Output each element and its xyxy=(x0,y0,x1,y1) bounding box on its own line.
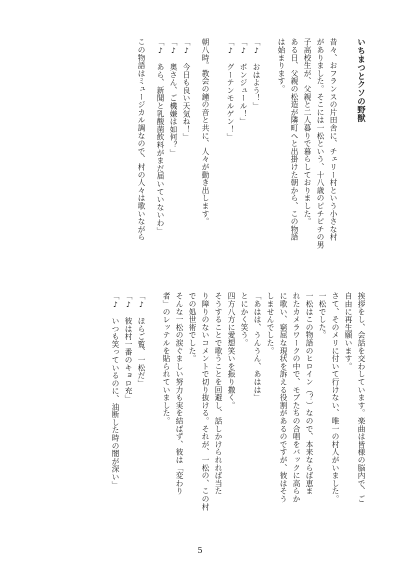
text-line: 四方八方に愛想笑いを振り撒く。 xyxy=(227,292,236,409)
text-line: しませんでした。 xyxy=(266,292,275,355)
text-line: この物語はミュージカル調なので、村の人々は歌いながら xyxy=(137,38,146,241)
dialogue-line: 「♪ ボンジュール！」 xyxy=(239,38,248,126)
spacer xyxy=(148,292,160,518)
text-line: ある日、父親の松造が隣町へと出掛けた朝から、この物語 xyxy=(290,38,299,241)
text-line: がありました。そこには一松という、十八歳のピチピチの男 xyxy=(316,38,325,249)
spacer xyxy=(263,38,275,270)
dialogue-line: 「♪ おはよう！」 xyxy=(252,38,261,110)
text-line: そんな一松の涙ぐましい努力も実を結ばず、彼は「変わり xyxy=(175,292,184,495)
text-line: 朝八時。教会の鐘の音と共に、人々が動き出します。 xyxy=(201,38,210,226)
text-line: 自由に再生願います。 xyxy=(344,292,353,370)
text-line: 者」のレッテルを貼られていました。 xyxy=(162,292,171,425)
dialogue-line: 「あはは、うんうん、あはは」 xyxy=(253,292,262,402)
text-line: 一松でした。 xyxy=(318,292,327,339)
story-title: いちまつとクソの野獣 xyxy=(357,38,367,122)
dialogue-line: 「♪ 奥さん、ご機嫌は如何？」 xyxy=(169,38,178,157)
text-line: 子高校生が、父親と二人暮りで暮らしておりました。 xyxy=(303,38,312,226)
spacer xyxy=(340,38,352,270)
text-line: 挨拶をし、会話を交わしています。楽曲は皆様の脳内で、ご xyxy=(357,292,366,503)
text-line: とにかく笑う。 xyxy=(240,292,249,347)
dialogue-line: 「♪ 彼は村一番のキョロ充」 xyxy=(124,292,133,403)
text-line: に歌い、窮屈な現状を訴える役割があるのですが、彼はそう xyxy=(279,292,288,503)
lower-text-block xyxy=(36,292,368,518)
text-line: 昔々、おフランスの片田舎に、チェリー村という小さな村 xyxy=(329,38,338,241)
text-line: り障りのないコメントで切り抜ける。それが、一松の、この村 xyxy=(201,292,210,511)
upper-text-block xyxy=(36,38,368,270)
text-line: れたカメラワークの中で、モブたちの合唱をバックに高らか xyxy=(292,292,301,503)
dialogue-line: 「♪ いつも笑っているのに、油断した時の闇が深い」 xyxy=(111,292,120,489)
text-line: さて、そのメリに付いて行けない、唯一の村人がいました。 xyxy=(331,292,340,503)
page-number: 5 xyxy=(197,546,203,555)
dialogue-line: 「♪ 今日も良い天気ね！」 xyxy=(182,38,191,141)
text-line: は始まります。 xyxy=(277,38,286,93)
text-line: そうすることで歌うことを回避し、話しかけられれば当た xyxy=(214,292,223,495)
spacer xyxy=(212,38,224,270)
dialogue-line: 「♪ あら、新聞と乳酸菌飲料がまだ届いていないわ」 xyxy=(156,38,165,235)
text-line: での処世術でした。 xyxy=(188,292,197,363)
dialogue-line: 「♪ グーテンモルゲン！」 xyxy=(226,38,235,141)
text-line: 一松はこの物語のヒロイン（？）なので、本来ならば恵ま xyxy=(305,292,314,495)
dialogue-line: 「♪ ほらご覧、一松だ」 xyxy=(137,292,146,387)
